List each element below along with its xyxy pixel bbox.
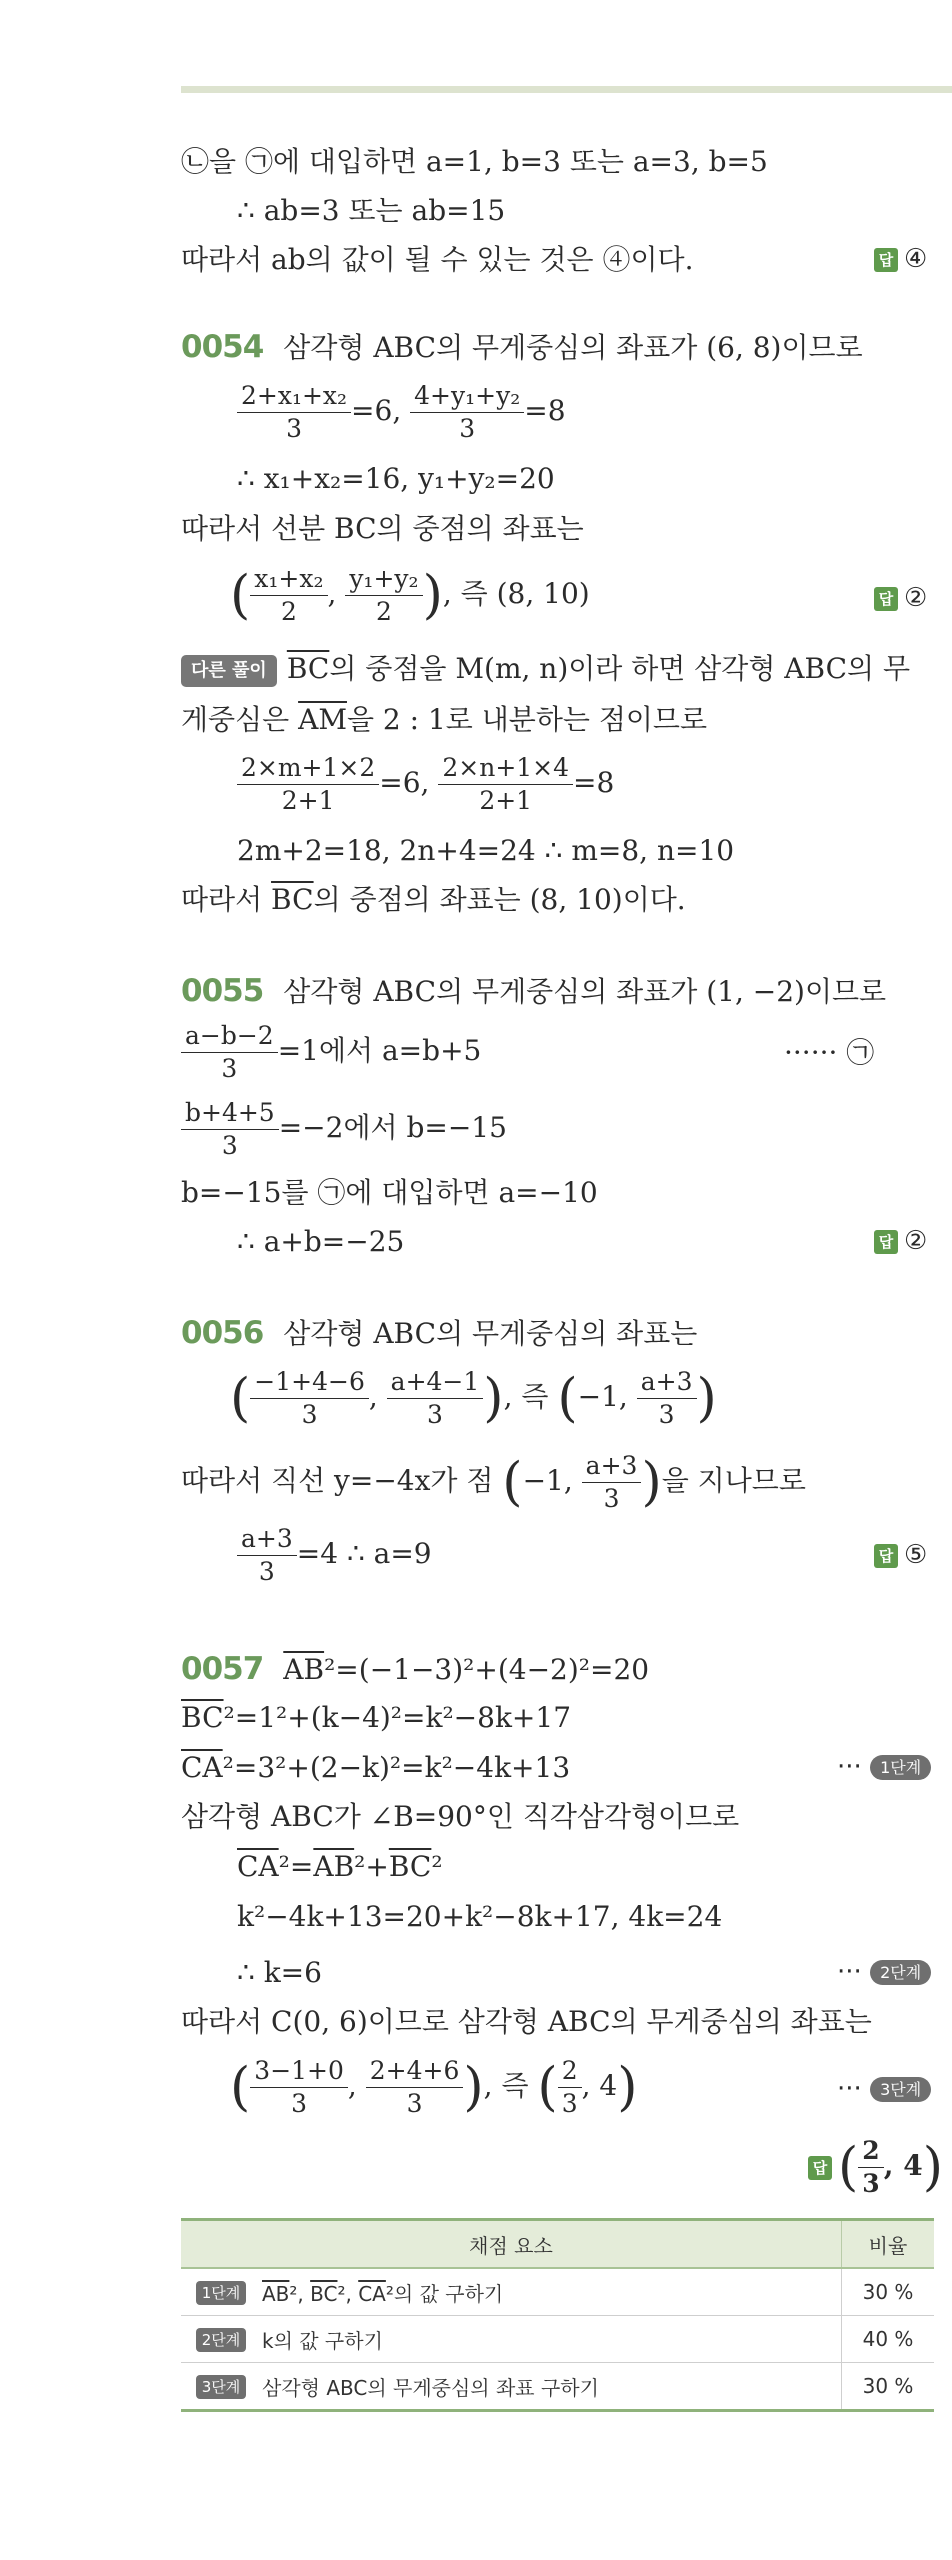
column-header: 비율 [842, 2220, 935, 2269]
table-cell: 30 % [842, 2268, 935, 2316]
answer-value: ② [904, 1226, 928, 1256]
equation-marker: ······ ㉠ [784, 1036, 875, 1069]
answer-value: ② [904, 583, 928, 613]
answer-mark [874, 1226, 927, 1256]
solution-line: 따라서 C(0, 6)이므로 삼각형 ABC의 무게중심의 좌표는 [181, 2005, 872, 2038]
alt-solution-line: 게중심은 $\overline{AM}$을 2 : 1로 내분하는 점이므로 [181, 703, 708, 736]
step-badge: 3단계 [870, 2077, 931, 2102]
step-badge: 1단계 [196, 2281, 247, 2305]
alt-solution-line: 다른 풀이 $\overline{BC}$의 중점을 M(m, n)이라 하면 삼각형 ABC의 무 [181, 652, 910, 687]
alt-solution-tag: 다른 풀이 [181, 655, 277, 687]
fraction: $\frac{3-1+0}{3}$ [250, 2055, 348, 2120]
solution-line: 따라서 $\overline{BC}$의 중점의 좌표는 (8, 10)이다. [181, 883, 686, 916]
answer-badge: 답 [874, 1544, 898, 1568]
fraction: $\frac{\text{x₁+x₂}}{2}$ [250, 563, 327, 628]
fraction: $\frac{2}{3}$ [858, 2135, 883, 2200]
answer-mark [874, 583, 927, 613]
problem-number: 0056 [181, 1315, 264, 1351]
problem-0055-heading [181, 974, 886, 1009]
solution-line: $\overline{CA}^2=3^2+(2-k)^2=k^2-4k+13$ [181, 1751, 571, 1784]
solution-line: ∴ k=6 [237, 1956, 322, 1989]
problem-0057-heading: 0057 $\overline{AB}^2=(-1-3)^2+(4-2)^2=20$ [181, 1651, 650, 1687]
answer-badge: 답 [808, 2156, 832, 2180]
fraction: $\frac{2\times n+1\times 4}{2+1}$ [438, 752, 573, 817]
fraction: $\frac{a+3}{3}$ [637, 1366, 697, 1431]
equation-line: 따라서 직선 y=−4x가 점 (−1, $\frac{a+3}{3}$ )을 지나므로 [181, 1451, 806, 1513]
equation-line: $\frac{b+4+5}{3}$ =−2에서 b=−15 [181, 1097, 507, 1162]
table-cell: 40 % [842, 2316, 935, 2363]
step-badge: 3단계 [196, 2375, 247, 2399]
fraction: $\frac{b+4+5}{3}$ [181, 1097, 279, 1162]
equation-line: ( $\frac{3-1+0}{3}$ , $\frac{2+4+6}{3}$ ), 즉 ( $\frac{2}{3}$ , 4) [230, 2056, 638, 2118]
scoring-table [181, 2218, 934, 2412]
step-badge: 2단계 [870, 1960, 931, 1985]
answer-value: ⑤ [904, 1540, 928, 1570]
equation-line: $\frac{\text{2+x₁+x₂}}{3}$ =6, $\frac{\text{4+y₁+y₂}}{3}$ =8 [237, 380, 566, 445]
answer-value: ④ [904, 244, 928, 274]
solution-line: k²−4k+13=20+k²−8k+17, 4k=24 [237, 1900, 723, 1933]
problem-number: 0054 [181, 329, 264, 365]
fraction: $\frac{a-b-2}{3}$ [181, 1020, 278, 1085]
step-marker: ··· 2단계 [837, 1957, 931, 1987]
fraction: $\frac{\text{2+x₁+x₂}}{3}$ [237, 380, 351, 445]
equation-line: $\frac{a+3}{3}$ =4 ∴ a=9 [237, 1523, 432, 1588]
table-cell: k의 값 구하기 [261, 2316, 842, 2363]
table-row [181, 2268, 934, 2316]
solution-line: ∴ x₁+x₂=16, y₁+y₂=20 [237, 462, 555, 495]
table-cell: $\overline{AB}^2$, $\overline{BC}^2$, $\overline{CA}^2$의 값 구하기 [261, 2268, 842, 2316]
equation-line: ( $\frac{-1+4-6}{3}$ , $\frac{a+4-1}{3}$ ), 즉 (−1, $\frac{a+3}{3}$ ) [230, 1367, 717, 1429]
table-row [181, 2316, 934, 2363]
top-divider [181, 86, 952, 93]
problem-text: 삼각형 ABC의 무게중심의 좌표는 [283, 1317, 698, 1350]
table-cell: 삼각형 ABC의 무게중심의 좌표 구하기 [261, 2363, 842, 2411]
solution-line: ∴ a+b=−25 [237, 1225, 405, 1258]
fraction: $\frac{2+4+6}{3}$ [366, 2055, 464, 2120]
problem-number: 0055 [181, 973, 264, 1009]
answer-badge: 답 [874, 1230, 898, 1254]
step-badge: 2단계 [196, 2328, 247, 2352]
problem-text: 삼각형 ABC의 무게중심의 좌표가 (1, −2)이므로 [283, 975, 887, 1008]
solution-line: 따라서 선분 BC의 중점의 좌표는 [181, 512, 584, 545]
fraction: $\frac{\text{y₁+y₂}}{2}$ [345, 563, 422, 628]
problem-0056-heading [181, 1316, 697, 1351]
fraction: $\frac{2}{3}$ [558, 2055, 582, 2120]
fraction: $\frac{a+3}{3}$ [237, 1523, 297, 1588]
answer-mark [874, 244, 927, 274]
solution-line: b=−15를 ㉠에 대입하면 a=−10 [181, 1176, 598, 1209]
fraction: $\frac{2\times m+1\times 2}{2+1}$ [237, 752, 379, 817]
column-header: 채점 요소 [181, 2220, 842, 2269]
answer-mark: 답 ( $\frac{2}{3}$ , 4) [808, 2135, 943, 2200]
fraction: $\frac{a+4-1}{3}$ [387, 1366, 484, 1431]
equation-line: ( $\frac{\text{x₁+x₂}}{2}$ , $\frac{\text{y₁+y₂}}{2}$ ), 즉 (8, 10) [230, 564, 590, 626]
table-header-row [181, 2220, 934, 2269]
step-marker: ··· 1단계 [837, 1752, 931, 1782]
problem-0054-heading [181, 330, 863, 365]
table-row [181, 2363, 934, 2411]
fraction: $\frac{a+3}{3}$ [582, 1450, 642, 1515]
table-cell: 30 % [842, 2363, 935, 2411]
answer-badge: 답 [874, 248, 898, 272]
fraction: $\frac{\text{4+y₁+y₂}}{3}$ [410, 380, 524, 445]
solution-line: ㉡을 ㉠에 대입하면 a=1, b=3 또는 a=3, b=5 [181, 145, 768, 178]
problem-number: 0057 [181, 1651, 264, 1687]
equation-line: $\frac{2\times m+1\times 2}{2+1}$ =6, $\frac{2\times n+1\times 4}{2+1}$ =8 [237, 752, 614, 817]
equation-line: $\frac{a-b-2}{3}$ =1에서 a=b+5 [181, 1020, 481, 1085]
answer-mark [874, 1540, 927, 1570]
solution-line: 2m+2=18, 2n+4=24 ∴ m=8, n=10 [237, 834, 735, 867]
solution-line: 따라서 ab의 값이 될 수 있는 것은 ④이다. [181, 243, 694, 276]
answer-badge: 답 [874, 587, 898, 611]
solution-line: $\overline{BC}^2=1^2+(k-4)^2=k^2-8k+17$ [181, 1701, 572, 1734]
problem-text: 삼각형 ABC의 무게중심의 좌표가 (6, 8)이므로 [283, 331, 863, 364]
solution-line: $\overline{CA}^2=\overline{AB}^2+\overline{BC}^2$ [237, 1850, 443, 1883]
step-badge: 1단계 [870, 1755, 931, 1780]
solution-line: 삼각형 ABC가 ∠B=90°인 직각삼각형이므로 [181, 1800, 740, 1833]
fraction: $\frac{-1+4-6}{3}$ [250, 1366, 369, 1431]
solution-line: ∴ ab=3 또는 ab=15 [237, 194, 506, 227]
step-marker: ··· 3단계 [837, 2074, 931, 2104]
